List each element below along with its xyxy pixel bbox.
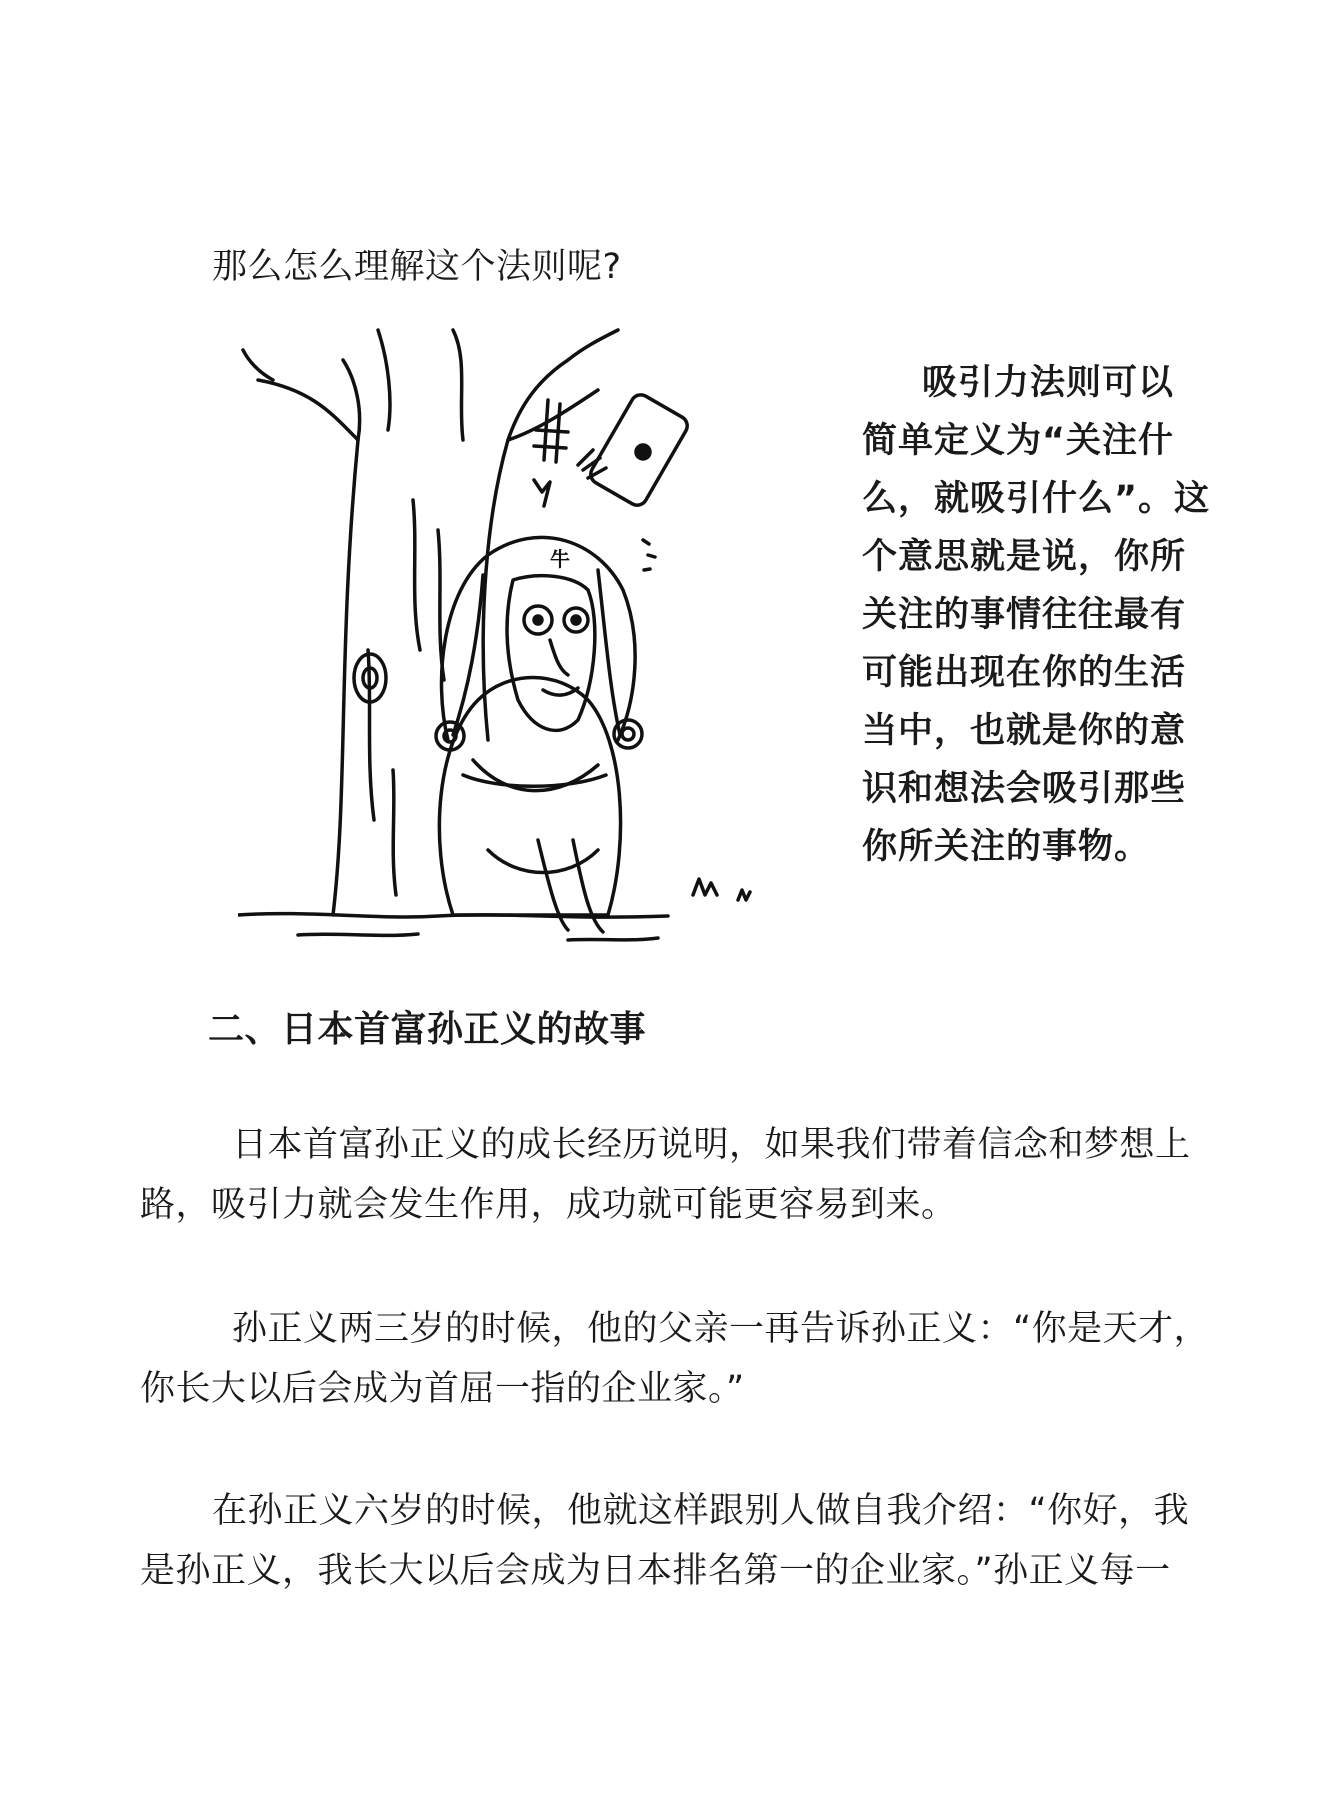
paragraph-line: 是孙正义，我长大以后会成为日本排名第一的企业家。”孙正义每一 — [140, 1551, 1171, 1591]
side-paragraph-line: 可能出现在你的生活 — [862, 653, 1187, 693]
side-paragraph-line: 当中，也就是你的意 — [862, 711, 1187, 751]
paragraph-line: 孙正义两三岁的时候，他的父亲一再告诉孙正义：“你是天才， — [232, 1309, 1210, 1349]
paragraph-line: 在孙正义六岁的时候，他就这样跟别人做自我介绍：“你好，我 — [212, 1491, 1190, 1531]
newton-under-tree-with-falling-phone-icon — [238, 320, 808, 950]
intro-question: 那么怎么理解这个法则呢? — [212, 247, 622, 287]
side-paragraph-line: 简单定义为“关注什 — [862, 421, 1175, 461]
side-paragraph-line: 么，就吸引什么”。这 — [862, 479, 1211, 519]
newton-forehead-lettering: 牛 — [550, 547, 570, 571]
section-heading: 二、日本首富孙正义的故事 — [208, 1009, 647, 1050]
side-paragraph-line: 识和想法会吸引那些 — [862, 769, 1187, 809]
paragraph-line: 路，吸引力就会发生作用，成功就可能更容易到来。 — [140, 1185, 957, 1225]
paragraph-line: 日本首富孙正义的成长经历说明，如果我们带着信念和梦想上 — [232, 1125, 1191, 1165]
side-paragraph-line: 你所关注的事物。 — [862, 827, 1151, 867]
paragraph-line: 你长大以后会成为首屈一指的企业家。” — [140, 1369, 745, 1409]
side-paragraph-line: 吸引力法则可以 — [922, 363, 1175, 403]
side-paragraph-line: 个意思就是说，你所 — [862, 537, 1187, 577]
side-paragraph-line: 关注的事情往往最有 — [862, 595, 1187, 635]
